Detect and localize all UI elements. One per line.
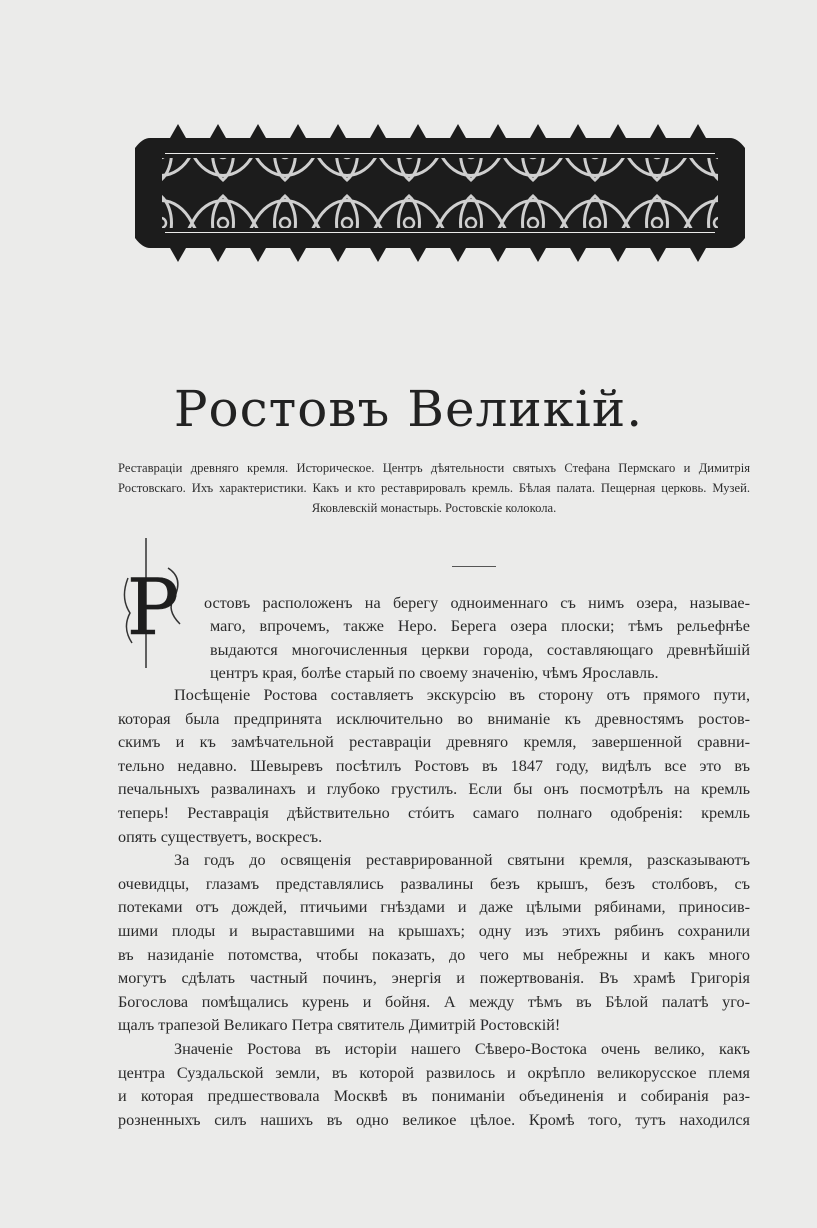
paragraph-first-line: Значеніе Ростова въ исторіи нашего Сѣверо-Востока очень велико, какъ: [174, 1039, 750, 1058]
text-line: выдаются многочисленныя церкви города, составляющаго древнѣйшій: [210, 640, 750, 659]
paragraph-first-line: За годъ до освященія реставрированной святыни кремля, разсказываютъ: [174, 851, 750, 870]
text-line: шими плоды и выраставшими на крышахъ; одну изъ этихъ рябинъ сохранили: [118, 921, 750, 940]
text-line: которая была предпринята исключительно во вниманіе къ древностямъ ростов-: [118, 709, 750, 728]
text-line: остовъ расположенъ на берегу одноименнаго съ нимъ озера, называе-: [204, 594, 750, 612]
text-line: и которая предшествовала Москвѣ въ пониманіи объединенія и собиранія раз-: [118, 1087, 750, 1106]
text-line: теперь! Реставрація дѣйствительно стóитъ самаго полнаго одобренія: кремль: [118, 803, 750, 822]
text-line: щалъ трапезой Великаго Петра святитель Димитрій Ростовскій!: [118, 1016, 561, 1035]
text-line: въ назиданіе потомства, чтобы показать, до чего мы небрежны и какъ много: [118, 945, 750, 964]
ornamental-headpiece: [130, 118, 750, 268]
text-line: скимъ и къ замѣчательной реставраціи древняго кремля, завершенной сравни-: [118, 733, 750, 752]
chapter-title: Ростовъ Великій.: [173, 380, 644, 438]
intro-indented-lines: [210, 615, 750, 686]
text-line: маго, впрочемъ, также Неро. Берега озера плоски; тѣмъ рельефнѣе: [210, 617, 750, 635]
text-line: тельно недавно. Шевыревъ посѣтилъ Ростовъ въ 1847 году, видѣлъ все это въ: [118, 756, 750, 775]
text-line: могутъ сдѣлать частный починъ, энергія и пожертвованія. Въ храмѣ Григорія: [118, 969, 750, 988]
chapter-summary: Реставраціи древняго кремля. Историческое. Центръ дѣятельности святыхъ Стефана Пермскаго и Димитрія Ростовскаго. Ихъ характеристики. Какъ и кто реставрировалъ кремль. Бѣлая палата. Пещерная церковь. Музей. Яковлевскій монастырь. Ростовскіе колокола.: [118, 461, 750, 515]
text-line: центра Суздальской земли, въ которой развилось и окрѣпло великорусское племя: [118, 1063, 750, 1082]
paragraph-first-line: Посѣщеніе Ростова составляетъ экскурсію въ сторону отъ прямого пути,: [174, 686, 750, 704]
intro-first-line: [204, 592, 750, 616]
dropcap-letter: Р: [126, 563, 180, 653]
text-line: центръ края, болѣе старый по своему значенію, чѣмъ Ярославль.: [210, 664, 659, 683]
text-line: очевидцы, глазамъ представлялись развалины безъ крышъ, безъ столбовъ, съ: [118, 874, 750, 893]
text-line: розненныхъ силъ нашихъ въ одно великое цѣлое. Кромѣ того, тутъ находился: [118, 1110, 750, 1129]
body-text: [118, 684, 750, 1132]
section-divider: [452, 566, 496, 567]
text-line: потеками отъ дождей, птичьими гнѣздами и даже цѣлыми рябинами, приносив-: [118, 898, 750, 917]
dropcap-initial: [118, 538, 188, 668]
text-line: опять существуетъ, воскресъ.: [118, 827, 323, 846]
text-line: Богослова помѣщались курень и бойня. А между тѣмъ въ Бѣлой палатѣ уго-: [118, 992, 750, 1011]
text-line: печальныхъ развалинахъ и глубоко грустилъ. Если бы онъ посмотрѣлъ на кремль: [118, 780, 750, 799]
